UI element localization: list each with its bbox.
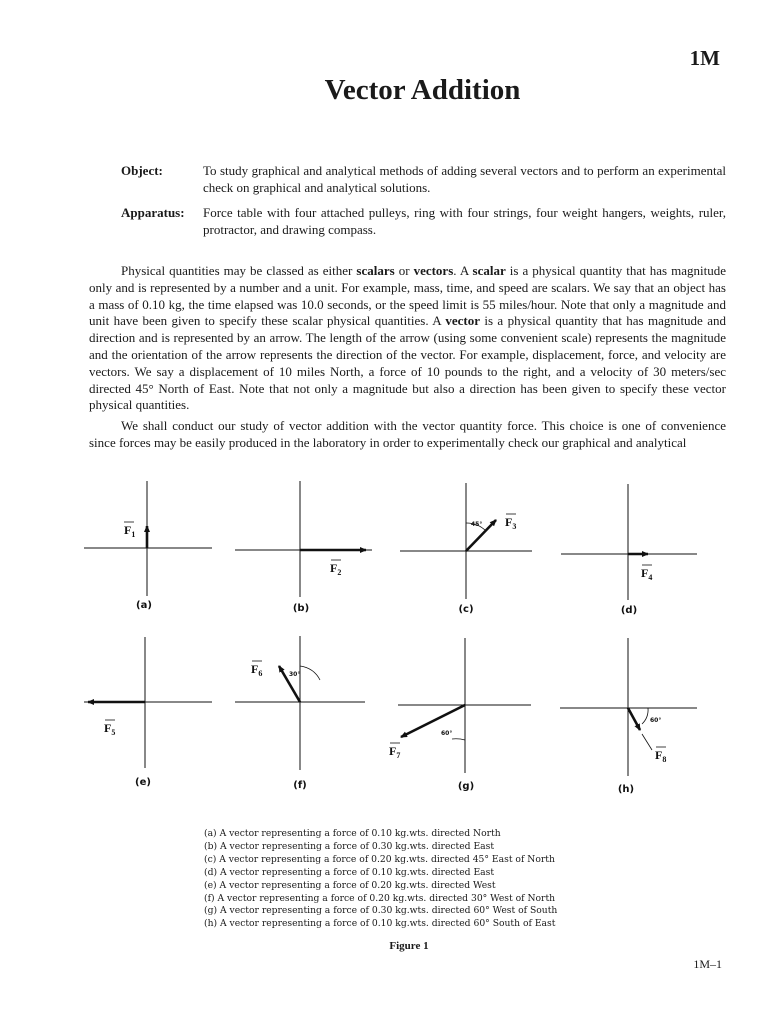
- object-section: [121, 162, 726, 196]
- caption-c: (c) A vector representing a force of 0.20 kg.wts. directed 45° East of North: [204, 853, 555, 865]
- text-run: is a physical quantity that has magnitude only and is represented by a number and a unit. For example, mass, time, and speed are scalars. We say that an object has a mass of 0.10 kg, the time elapsed was 10.0 seconds, or the speed limit is 55 miles/hour. Note that only a magnitude and unit have been given to specify these scalar physical quantities. A: [89, 263, 726, 329]
- body-text: [89, 263, 726, 456]
- caption-h: (h) A vector representing a force of 0.10 kg.wts. directed 60° South of East: [204, 918, 556, 930]
- text-run: is a physical quantity that has magnitude and direction and is represented by an arrow. The length of the arrow (using some convenient scale) represents the magnitude and the orientation of the arrow represents the direction of the vector. For example, displacement, force, and velocity are vectors. We say a displacement of 10 miles North, a force of 10 pounds to the right, and a velocity of 30 meters/sec directed 45° North of East. Note that not only a magnitude but also a direction has been given to specify these vector physical quantities.: [89, 313, 726, 413]
- panel-f-axes: [235, 636, 365, 770]
- text-run: Physical quantities may be classed as either: [121, 263, 357, 278]
- vector-label-f2: $F_2$: [330, 561, 342, 577]
- vector-label-f4: $F_4$: [641, 566, 653, 582]
- panel-label-f: (f): [293, 780, 307, 791]
- apparatus-text: Force table with four attached pulleys, ring with four strings, four weight hangers, weights, ruler, protractor, and drawing compass.: [203, 205, 726, 237]
- panel-d-axes: [561, 484, 697, 600]
- caption-e: (e) A vector representing a force of 0.20 kg.wts. directed West: [204, 879, 496, 891]
- apparatus-section: [121, 204, 726, 238]
- angle-arc-f: [300, 666, 320, 680]
- vector-label-f7: $F_7$: [389, 744, 401, 760]
- vector-label-f6: $F_6$: [251, 662, 263, 678]
- caption-g: (g) A vector representing a force of 0.30 kg.wts. directed 60° West of South: [204, 905, 558, 917]
- panel-c-axes: [400, 483, 532, 599]
- term-vector: vector: [445, 313, 480, 329]
- vector-label-f8: $F_8$: [655, 748, 667, 764]
- caption-f: (f) A vector representing a force of 0.20 kg.wts. directed 30° West of North: [204, 892, 556, 904]
- panel-label-d: (d): [620, 605, 638, 616]
- chapter-number: 1M: [689, 46, 720, 70]
- angle-arc-g: [452, 739, 465, 740]
- term-vectors: vectors: [413, 263, 454, 278]
- text-run: . A: [453, 263, 473, 278]
- angle-arc-h: [642, 708, 648, 724]
- panel-label-b: (b): [292, 603, 310, 614]
- angle-label-g: 60°: [441, 730, 453, 737]
- angle-label-f: 30°: [289, 671, 301, 678]
- angle-label-h: 60°: [650, 717, 662, 724]
- vector-label-f1: $F_1$: [124, 523, 136, 539]
- term-scalars: scalars: [356, 263, 395, 278]
- paragraph-1: [89, 263, 726, 414]
- object-text: To study graphical and analytical methods of adding several vectors and to perform an experimental check on graphical and analytical solutions.: [203, 163, 726, 195]
- panel-label-a: (a): [136, 600, 152, 611]
- panel-label-c: (c): [458, 604, 474, 615]
- vector-label-f3: $F_3$: [505, 515, 517, 531]
- panel-label-h: (h): [617, 784, 635, 795]
- figure-title: Figure 1: [389, 940, 429, 952]
- angle-label-c: 45°: [471, 521, 483, 528]
- caption-b: (b) A vector representing a force of 0.30 kg.wts. directed East: [204, 840, 495, 852]
- figure-captions: [204, 828, 557, 931]
- panel-h-axes: [560, 638, 697, 776]
- term-scalar: scalar: [472, 263, 506, 278]
- panel-b-axes: [235, 481, 372, 597]
- caption-a: (a) A vector representing a force of 0.10 kg.wts. directed North: [204, 828, 501, 839]
- caption-d: (d) A vector representing a force of 0.10 kg.wts. directed East: [204, 866, 495, 878]
- apparatus-label: Apparatus:: [121, 205, 185, 220]
- panel-label-e: (e): [135, 777, 151, 788]
- vector-label-f5: $F_5$: [104, 721, 116, 737]
- panel-label-g: (g): [457, 781, 475, 792]
- figure-1: [0, 470, 770, 810]
- page-title: Vector Addition: [324, 74, 521, 106]
- object-label: Object:: [121, 163, 163, 178]
- page-number: 1M–1: [693, 957, 722, 971]
- paragraph-2: We shall conduct our study of vector addition with the vector quantity force. This choice is one of convenience since forces may be easily produced in the laboratory in order to experimentally check our graphical and analytical: [89, 418, 726, 450]
- vector-diagrams: [0, 470, 770, 810]
- text-run: or: [394, 263, 414, 278]
- vector-f8: [628, 708, 640, 730]
- vector-f7: [401, 705, 465, 737]
